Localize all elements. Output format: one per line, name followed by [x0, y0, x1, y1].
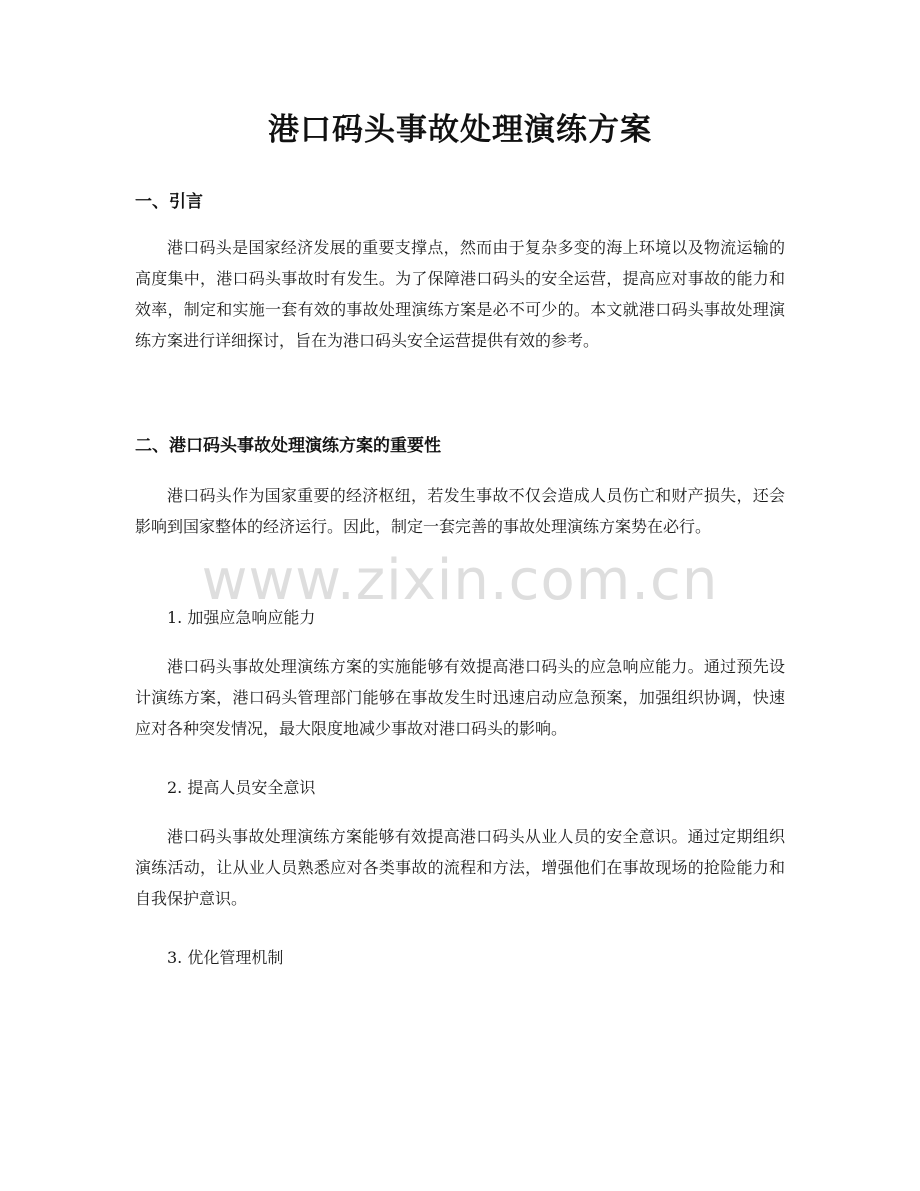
intro-paragraph: 港口码头是国家经济发展的重要支撑点，然而由于复杂多变的海上环境以及物流运输的高度集中，港口码头事故时有发生。为了保障港口码头的安全运营，提高应对事故的能力和效率，制定和实施一套有效的事故处理演练方案是必不可少的。本文就港口码头事故处理演练方案进行详细探讨，旨在为港口码头安全运营提供有效的参考。	[135, 238, 785, 350]
subheading-management-mechanism: 3. 优化管理机制	[167, 948, 284, 967]
subheading-emergency-response: 1. 加强应急响应能力	[167, 608, 316, 627]
emergency-response-paragraph: 港口码头事故处理演练方案的实施能够有效提高港口码头的应急响应能力。通过预先设计演练方案，港口码头管理部门能够在事故发生时迅速启动应急预案，加强组织协调，快速应对各种突发情况，最大限度地减少事故对港口码头的影响。	[135, 657, 785, 738]
section-heading-intro: 一、引言	[135, 192, 203, 212]
safety-awareness-paragraph: 港口码头事故处理演练方案能够有效提高港口码头从业人员的安全意识。通过定期组织演练活动，让从业人员熟悉应对各类事故的流程和方法，增强他们在事故现场的抢险能力和自我保护意识。	[135, 827, 785, 908]
watermark: www.zixin.com.cn	[201, 548, 719, 613]
document-title: 港口码头事故处理演练方案	[268, 112, 652, 148]
section-heading-importance: 二、港口码头事故处理演练方案的重要性	[135, 436, 441, 456]
subheading-safety-awareness: 2. 提高人员安全意识	[167, 778, 316, 797]
importance-paragraph: 港口码头作为国家重要的经济枢纽，若发生事故不仅会造成人员伤亡和财产损失，还会影响到国家整体的经济运行。因此，制定一套完善的事故处理演练方案势在必行。	[135, 486, 785, 536]
